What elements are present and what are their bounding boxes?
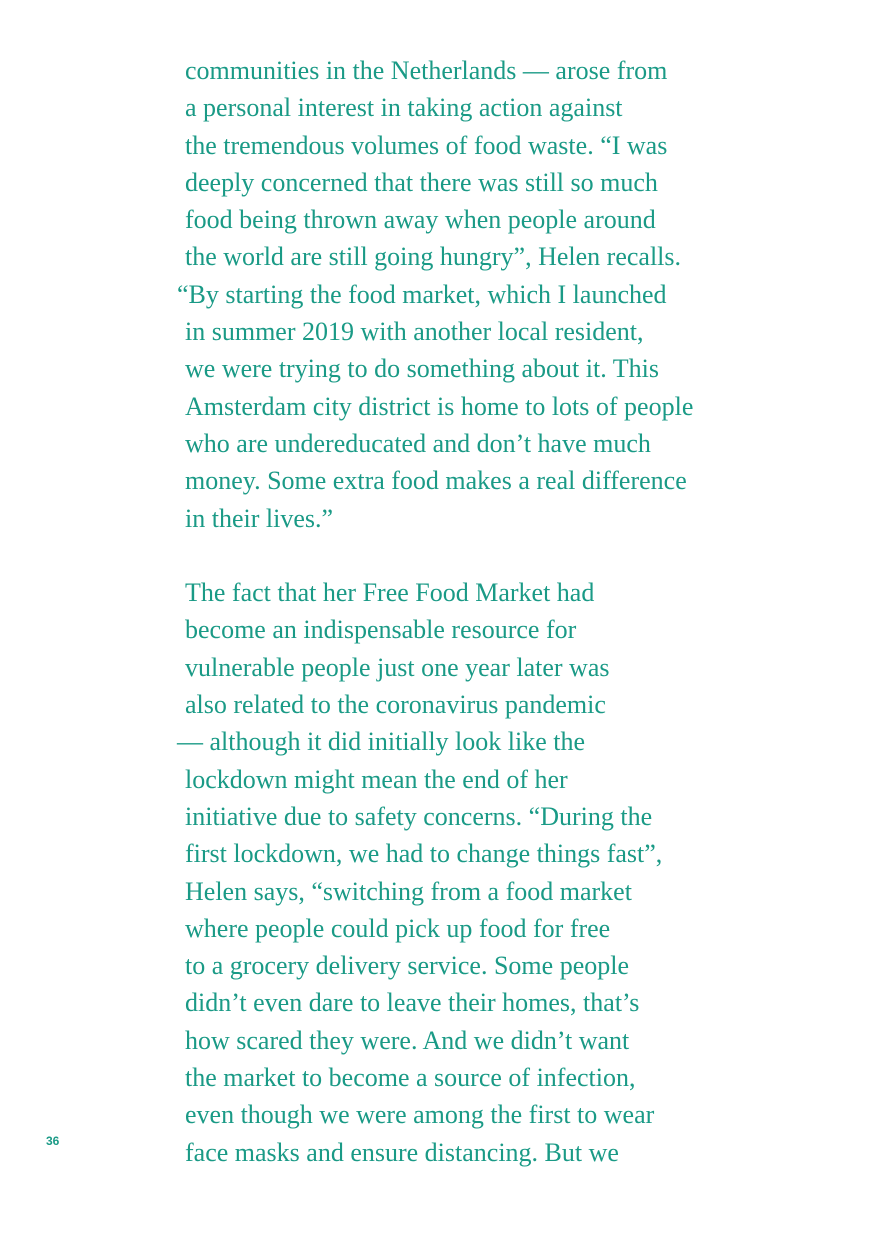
text-line: lockdown might mean the end of her xyxy=(185,764,568,794)
text-line: also related to the coronavirus pandemic xyxy=(185,690,606,720)
text-line: the world are still going hungry”, Helen recalls. xyxy=(185,242,682,272)
text-line: Amsterdam city district is home to lots of people xyxy=(185,391,694,421)
text-line: initiative due to safety concerns. “During the xyxy=(185,801,653,831)
text-line: deeply concerned that there was still so much xyxy=(185,167,658,197)
text-line: The fact that her Free Food Market had xyxy=(185,578,595,608)
text-line: we were trying to do something about it. This xyxy=(185,354,659,384)
text-line: first lockdown, we had to change things fast”, xyxy=(185,839,663,869)
article-body xyxy=(0,52,875,1171)
paragraph-2 xyxy=(0,574,875,1171)
page-number: 36 xyxy=(46,1134,60,1148)
text-line: Helen says, “switching from a food market xyxy=(185,876,632,906)
text-line: — although it did initially look like the xyxy=(177,727,586,757)
text-line: communities in the Netherlands — arose from xyxy=(185,56,668,85)
text-line: the tremendous volumes of food waste. “I was xyxy=(185,130,668,160)
text-line: didn’t even dare to leave their homes, that’s xyxy=(185,988,640,1018)
paragraph-1 xyxy=(0,52,875,537)
text-line: in summer 2019 with another local resident, xyxy=(185,317,644,347)
text-line: become an indispensable resource for xyxy=(185,615,577,645)
text-line: vulnerable people just one year later was xyxy=(185,652,610,682)
text-line: “By starting the food market, which I launched xyxy=(177,279,667,309)
text-line: how scared they were. And we didn’t want xyxy=(185,1025,630,1055)
text-line: in their lives.” xyxy=(185,503,334,533)
text-line: the market to become a source of infection, xyxy=(185,1063,636,1093)
text-line: money. Some extra food makes a real difference xyxy=(185,466,687,496)
text-line: a personal interest in taking action against xyxy=(185,93,623,123)
text-line: food being thrown away when people around xyxy=(185,205,656,235)
text-line: where people could pick up food for free xyxy=(185,913,611,943)
text-line: even though we were among the first to wear xyxy=(185,1100,655,1130)
text-line: face masks and ensure distancing. But we xyxy=(185,1137,619,1167)
text-line: to a grocery delivery service. Some people xyxy=(185,951,629,981)
text-line: who are undereducated and don’t have much xyxy=(185,428,651,458)
